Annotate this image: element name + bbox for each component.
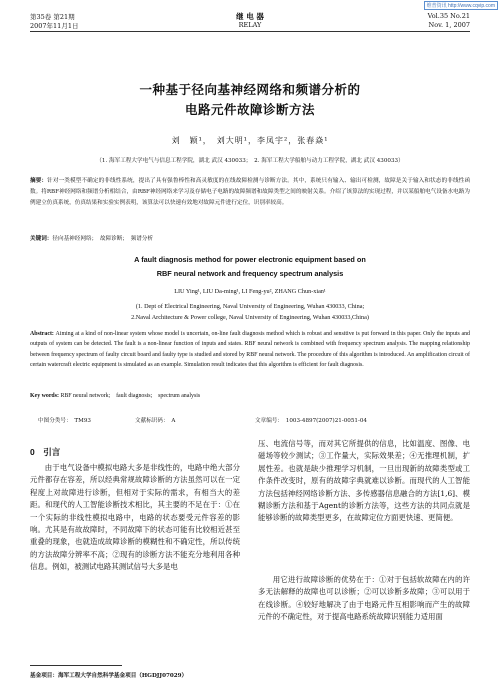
header-rule bbox=[30, 31, 470, 32]
header-date-english: Nov. 1, 2007 bbox=[428, 21, 470, 29]
abstract-cn bbox=[30, 176, 470, 230]
header-volume-issue: 第35卷 第21期 bbox=[30, 13, 75, 21]
keywords-en-label: Key words: bbox=[30, 393, 59, 399]
title-en-line-1: A fault diagnosis method for power electronic equipment based on bbox=[134, 255, 366, 264]
header-vol-no: Vol.35 No.21 bbox=[427, 12, 470, 20]
section-heading-introduction: 0 引言 bbox=[30, 447, 61, 457]
keywords-en-text: RBF neural network; fault diagnosis; spectrum analysis bbox=[60, 393, 201, 399]
intro-right-column-2: 用它进行故障诊断的优势在于：①对于包括软故障在内的许多无法解释的故障也可以诊断；②可以诊断多故障；③可以用于在线诊断。④较好地解决了由于电路元件互相影响而产生的故障元件的不确定性，对于提高电路系统故障识别能力适用面 bbox=[258, 575, 470, 622]
header-date: 2007年11月1日 bbox=[30, 22, 79, 30]
keywords-cn bbox=[30, 234, 470, 245]
document-code: 文献标识码： A bbox=[135, 418, 176, 424]
title-line-2: 电路元件故障诊断方法 bbox=[184, 102, 315, 117]
header-journal-english: RELAY bbox=[238, 21, 262, 29]
source-stamp: 维普资讯 http://www.cqvip.com bbox=[424, 1, 498, 10]
keywords-en bbox=[30, 391, 470, 402]
funding-footnote: 基金项目：海军工程大学自然科学基金项目（HGDJJ07029） bbox=[30, 673, 188, 679]
authors-en: LIU Ying¹, LIU Da-ming¹, LI Feng-yu², ZHANG Chun-xian¹ bbox=[174, 288, 326, 295]
article-number: 文章编号： 1003-4897(2007)21-0051-04 bbox=[255, 418, 367, 424]
affiliation-cn: （1. 海军工程大学电气与信息工程学院，湖北 武汉 430033； 2. 海军工程大学船舶与动力工程学院，湖北 武汉 430033） bbox=[96, 158, 404, 164]
abstract-en bbox=[30, 329, 470, 370]
affiliation-en-1: (1. Dept of Electrical Engineering, Naval University of Engineering, Wuhan 430033, China; bbox=[135, 303, 365, 310]
header-journal-name: 继 电 器 bbox=[236, 12, 264, 21]
abstract-cn-label: 摘要： bbox=[30, 178, 48, 184]
title-en-line-2: RBF neural network and frequency spectrum analysis bbox=[156, 269, 344, 278]
authors-cn: 刘 颖¹， 刘大明¹，李凤宇²，张春焱¹ bbox=[171, 136, 329, 145]
keywords-cn-text: 径向基神经网络； 故障诊断； 频谱分析 bbox=[52, 236, 154, 242]
clc-number: 中图分类号： TM93 bbox=[38, 418, 91, 424]
footnote-rule bbox=[30, 665, 122, 666]
keywords-cn-label: 关键词： bbox=[30, 236, 53, 242]
intro-left-column: 由于电气设备中模拟电路大多是非线性的，电路中绝大部分元件都存在容差，所以经典常规故障诊断的方法虽然可以在一定程度上对故障进行诊断，但相对于实际的需求，有相当大的差距。和现代的人工智能诊断技术相比，其主要的不足在于：①在一个实际的非线性模拟电路中，电路的状态要受元件容差的影响。尤其是有故故障时，不同故障下的状态可能有比较相近甚至重叠的现象，也就造成故障诊断的模糊性和不确定性，所以传统的方法故障分辨率不高；②现有的诊断方法不能充分地利用各种信息。例如，被测试电路其测试信号大多是电 bbox=[30, 463, 240, 572]
title-line-1: 一种基于径向基神经网络和频谱分析的 bbox=[139, 82, 361, 97]
abstract-cn-text: 针对一类模型不确定的非线性系统，提出了具有强鲁棒性和高灵敏度的在线故障检测与诊断方法。其中，系统只有输入、输出可检测，故障是关于输入和状态的非线性函数。将RBF神经网络和频谱分析相结合，由RBF神经网络来学习及存储电子电路的故障频谱和故障类型之间的映射关系。介绍了该算法的实现过程，并以某船舶电气设备水电路为例建立仿真系统，仿真结果和实验实例表明，该算法可以快速有效地对故障元件进行定位，识别率较高。 bbox=[30, 178, 470, 206]
abstract-en-text: Aiming at a kind of non-linear system whose model is uncertain, on-line fault diagnosis method which is robust and sensitive is put forward in this paper. Only the inputs and outputs of system can be detected. The fault is a non-linear function of inputs and states. RBF neural network is combined with frequency spectrum analysis. The mapping relationship between frequency spectrum of faulty circuit board and faulty type is studied and stored by RBF neural network. The procedure of this algorithm is introduced. An amplification circuit of certain watercraft electric equipment is simulated as an example. Simulation result indicates that this algorithm is efficient for fault diagnosis. bbox=[30, 331, 470, 368]
abstract-en-label: Abstract: bbox=[30, 331, 54, 337]
intro-right-column: 压、电流信号等，而对其它所提供的信息，比如温度、图像、电磁场等较少测试；③工作量大，实际效果差；④无推理机制，扩展性差。也就是缺少推理学习机制，一旦出现新的故障类型或工作条件改变时，原有的故障字典就难以诊断。而现代的人工智能方法包括神经网络诊断方法、多传感器信息融合的方法[1,6]、模糊诊断方法和基于Agent的诊断方法等，这些方法的共同点就是能够诊断的故障类型更多，在故障定位方面更快速、更简便。 bbox=[258, 439, 470, 523]
affiliation-en-2: 2.Naval Architecture & Power college, Naval University of Engineering, Wuhan 430033,China) bbox=[131, 314, 369, 321]
